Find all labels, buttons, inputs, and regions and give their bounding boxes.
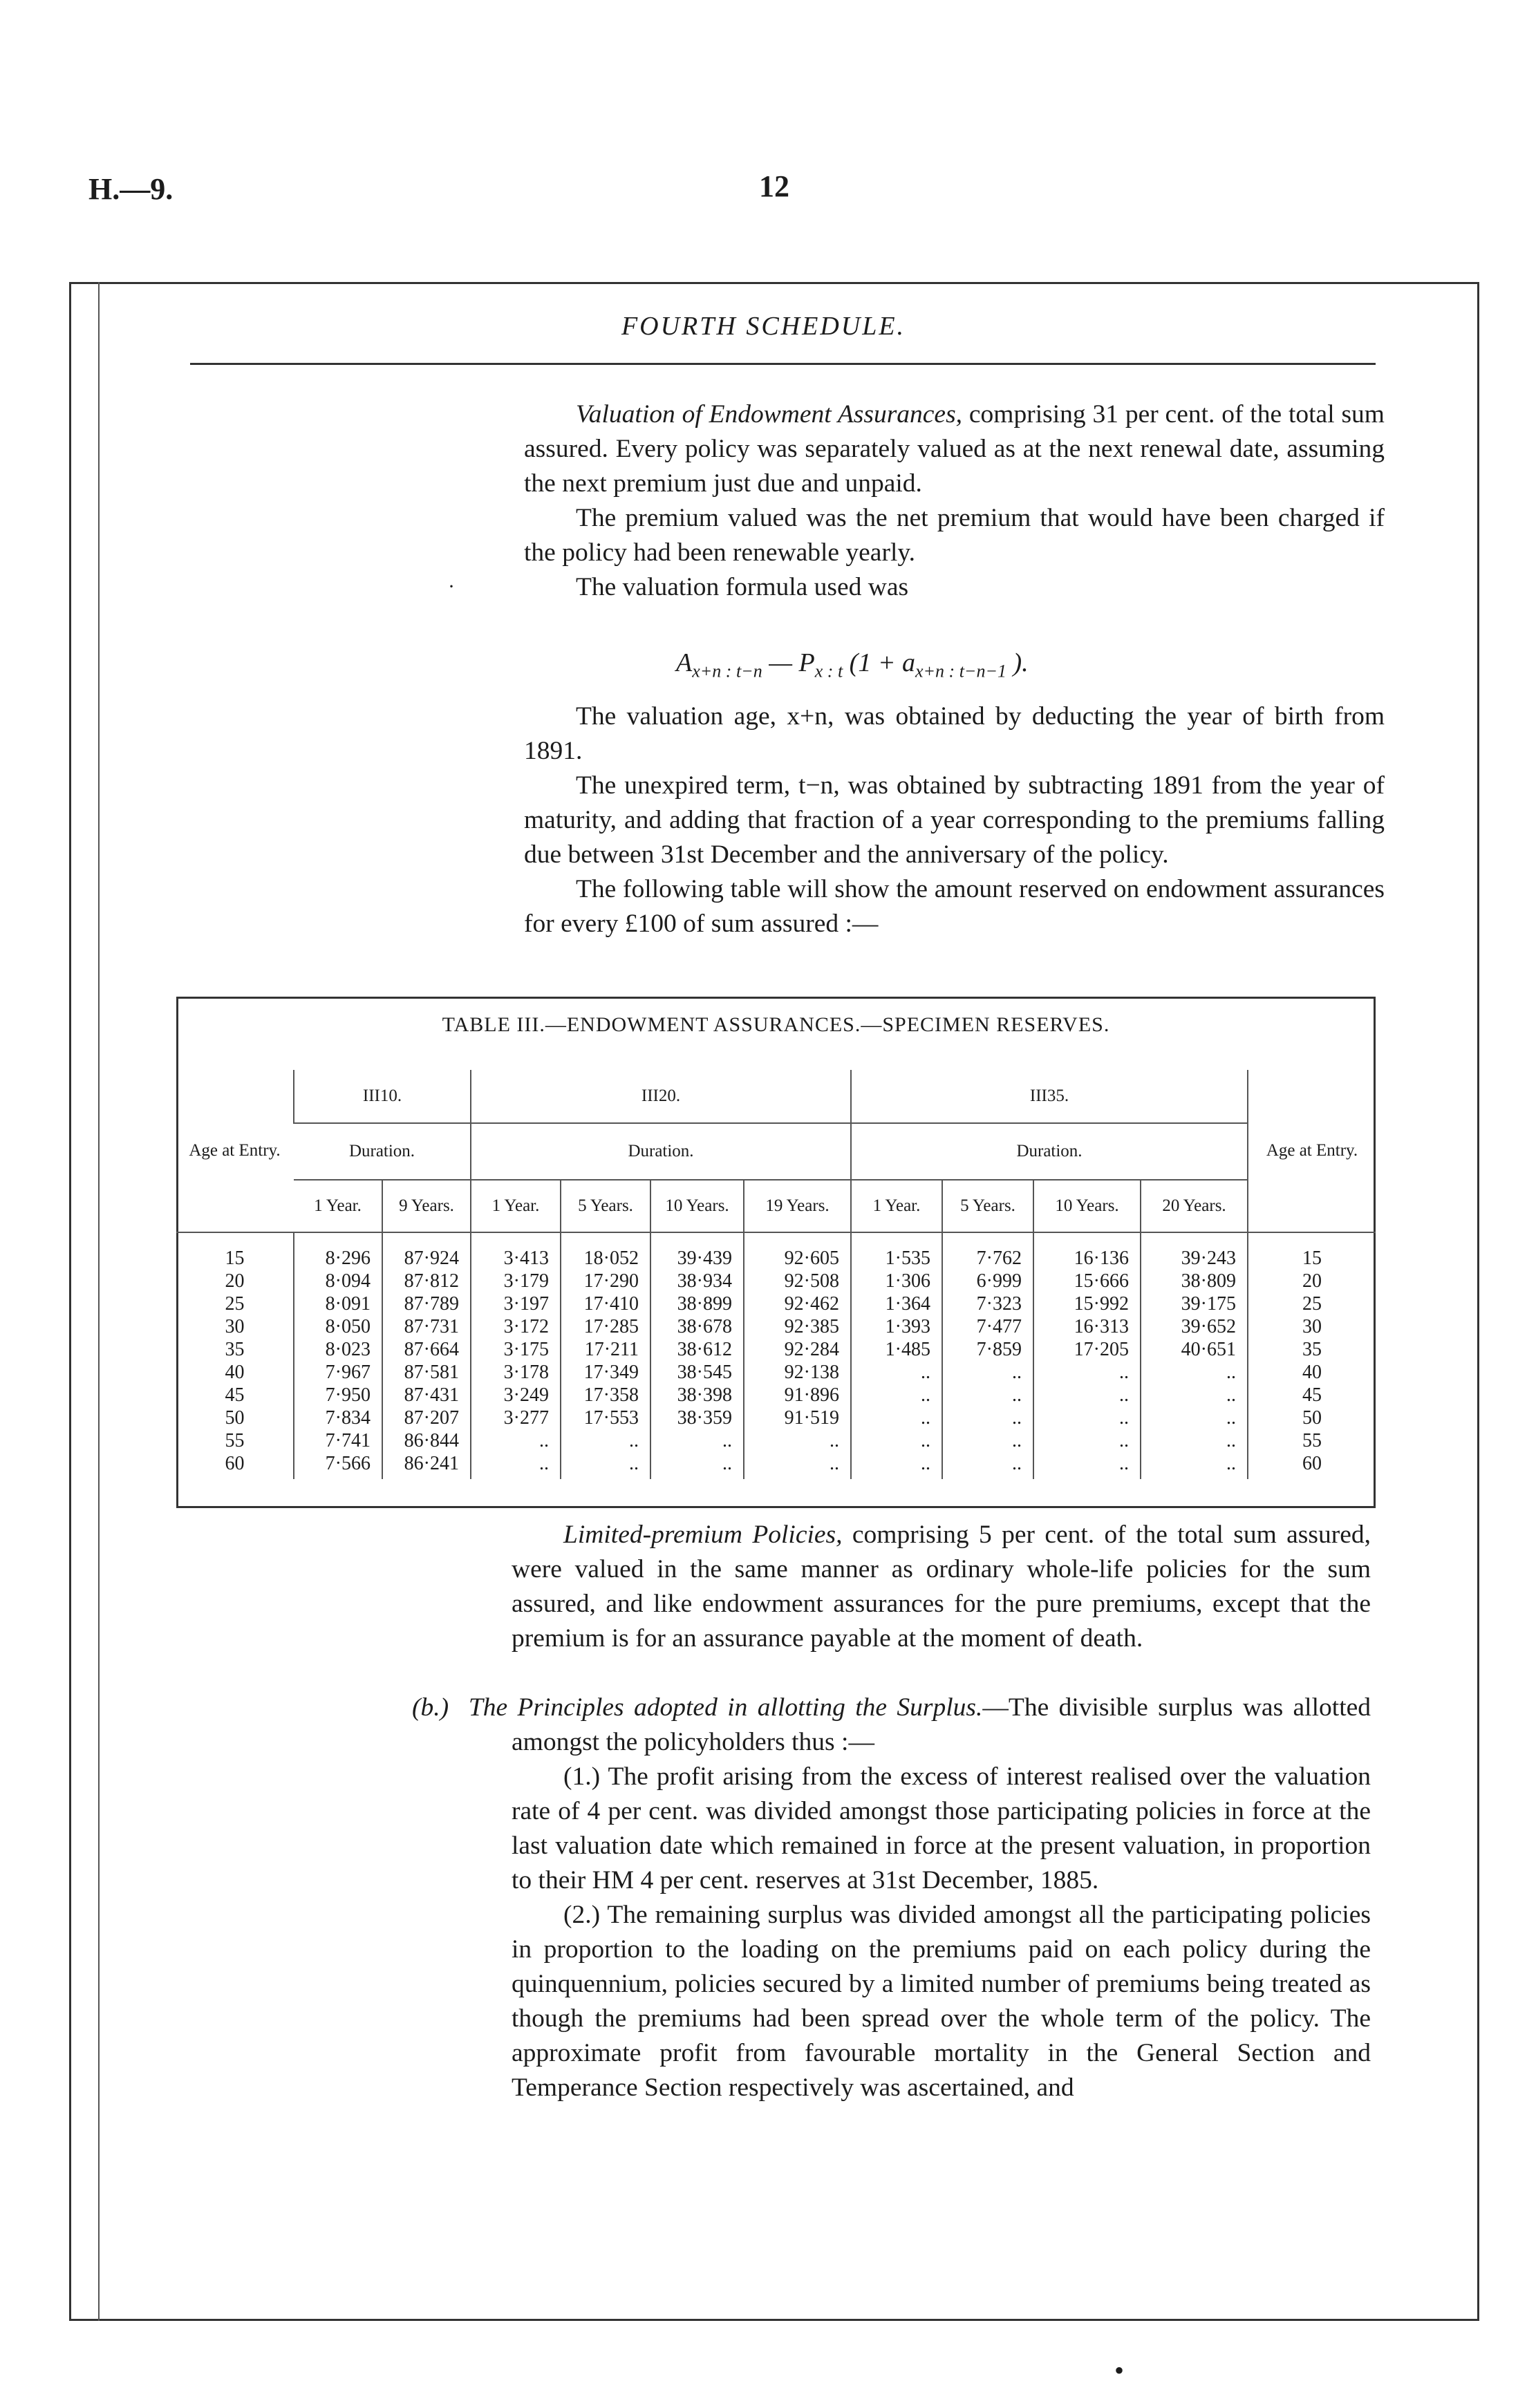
reserve-cell: 39·175	[1181, 1293, 1236, 1315]
reserve-cell: 38·359	[677, 1407, 732, 1429]
age-cell: 50	[225, 1407, 245, 1429]
paragraph-remaining-surplus: (2.) The remaining surplus was divided amongst all the participating policies in proportion to the loading on the premiums paid on each policy during the quinquennium, policies secured by a limited number of premiums being treated as though the premiums had been spread over the whole term of the policy. The approximate profit from favourable mortality in the General Section and Temperance Section respectively was ascertained, and	[512, 1901, 1371, 2102]
reserve-cell: 3·413	[503, 1248, 549, 1269]
reserve-cell: 1·306	[885, 1270, 930, 1292]
reserve-cell: 1·393	[885, 1316, 930, 1337]
reserve-cell: 7·967	[325, 1362, 371, 1383]
age-cell: 40	[225, 1362, 245, 1383]
reserve-cell: ..	[1119, 1384, 1129, 1406]
endowment-heading: Valuation of Endowment Assurances,	[576, 400, 963, 429]
reserve-cell: 8·094	[325, 1270, 371, 1292]
reserve-cell: 39·652	[1181, 1316, 1236, 1337]
duration-col: 5 Years.	[942, 1180, 1033, 1232]
duration-col: 1 Year.	[471, 1180, 561, 1232]
reserve-cell: ..	[629, 1453, 639, 1474]
reserve-cell: 3·249	[503, 1384, 549, 1406]
paragraph-interest-profit: (1.) The profit arising from the excess of interest realised over the valuation rate of 4 per cent. was divided amongst those participating policies in force at the last valuation date which remained in force at the present valuation, in proportion to their HM 4 per cent. reserves at 31st December, 1885.	[512, 1762, 1371, 1894]
duration-header: Duration.	[471, 1123, 851, 1180]
reserve-cell: 1·485	[885, 1339, 930, 1360]
value-column	[851, 1232, 942, 1479]
reserve-cell: 3·175	[503, 1339, 549, 1360]
reserve-cell: 6·999	[976, 1270, 1022, 1292]
frame-inner-rule	[98, 282, 100, 2321]
duration-header: Duration.	[294, 1123, 471, 1180]
age-cell: 20	[225, 1270, 245, 1292]
age-cell: 55	[1302, 1430, 1322, 1451]
reserve-cell: 3·178	[503, 1362, 549, 1383]
reserve-cell: ..	[539, 1453, 549, 1474]
section-b-label: (b.)	[412, 1693, 449, 1722]
reserve-cell: ..	[1119, 1430, 1129, 1451]
reserve-cell: ..	[921, 1362, 930, 1383]
value-column	[942, 1232, 1033, 1479]
reserve-cell: 17·285	[583, 1316, 639, 1337]
reserve-cell: 38·398	[677, 1384, 732, 1406]
duration-header: Duration.	[851, 1123, 1248, 1180]
formula-alpha: a	[901, 648, 915, 677]
age-cell: 50	[1302, 1407, 1322, 1429]
reserve-cell: ..	[830, 1453, 839, 1474]
reserve-cell: ..	[1226, 1407, 1236, 1429]
reserve-cell: 87·431	[404, 1384, 459, 1406]
reserve-cell: 8·050	[325, 1316, 371, 1337]
value-column	[1141, 1232, 1248, 1479]
age-cell: 25	[225, 1293, 245, 1315]
section-b-rest: —The divisible surplus was allotted amongst the policyholders thus :—	[512, 1693, 1371, 1756]
age-column-right	[1248, 1232, 1376, 1479]
reserve-cell: ..	[1119, 1453, 1129, 1474]
reserve-cell: ..	[1226, 1362, 1236, 1383]
age-cell: 15	[225, 1248, 245, 1269]
duration-col: 10 Years.	[1033, 1180, 1141, 1232]
reserve-cell: ..	[921, 1407, 930, 1429]
reserve-cell: ..	[1226, 1453, 1236, 1474]
duration-col: 20 Years.	[1141, 1180, 1248, 1232]
intro-text	[524, 397, 1385, 605]
endowment-text: comprising 31 per cent. of the total sum assured. Every policy was separately valued as at the next renewal date, assuming the next premium just due and unpaid.	[524, 400, 1385, 498]
reserve-cell: ..	[1012, 1430, 1022, 1451]
age-cell: 35	[225, 1339, 245, 1360]
reserve-cell: 87·731	[404, 1316, 459, 1337]
ink-mark: •	[1114, 2355, 1125, 2386]
schedule-title: FOURTH SCHEDULE.	[621, 312, 906, 341]
group-header: III35.	[851, 1070, 1248, 1123]
reserve-cell: 40·651	[1181, 1339, 1236, 1360]
duration-col: 5 Years.	[561, 1180, 650, 1232]
reserve-cell: 92·284	[784, 1339, 839, 1360]
reserve-cell: ..	[1012, 1384, 1022, 1406]
reserve-cell: 1·535	[885, 1248, 930, 1269]
reserve-cell: 86·241	[404, 1453, 459, 1474]
duration-col: 1 Year.	[851, 1180, 942, 1232]
reserve-cell: 92·508	[784, 1270, 839, 1292]
reserve-cell: 3·277	[503, 1407, 549, 1429]
surplus-rules-text	[512, 1760, 1371, 2105]
margin-dot: ·	[448, 575, 455, 598]
reserve-cell: ..	[1119, 1407, 1129, 1429]
reserve-cell: 38·809	[1181, 1270, 1236, 1292]
reserves-table	[176, 1070, 1376, 1479]
reserve-cell: 87·789	[404, 1293, 459, 1315]
reserve-cell: 3·179	[503, 1270, 549, 1292]
body-text	[524, 699, 1385, 941]
duration-col: 10 Years.	[650, 1180, 744, 1232]
age-header-left: Age at Entry.	[189, 1141, 281, 1160]
reserve-cell: 7·566	[325, 1453, 371, 1474]
value-column	[471, 1232, 561, 1479]
section-b-title: The Principles adopted in allotting the Surplus.	[468, 1693, 983, 1722]
reserve-cell: ..	[1012, 1362, 1022, 1383]
reserve-cell: ..	[1012, 1407, 1022, 1429]
duration-col: 19 Years.	[744, 1180, 851, 1232]
formula-minus: —	[762, 648, 799, 677]
paragraph-formula-intro: The valuation formula used was	[576, 573, 909, 601]
reserve-cell: 86·844	[404, 1430, 459, 1451]
value-column	[1033, 1232, 1141, 1479]
age-cell: 35	[1302, 1339, 1322, 1360]
reserve-cell: ..	[1119, 1362, 1129, 1383]
reserve-cell: 91·519	[784, 1407, 839, 1429]
reserve-cell: 16·313	[1074, 1316, 1129, 1337]
reserve-cell: 17·349	[583, 1362, 639, 1383]
duration-col: 1 Year.	[294, 1180, 382, 1232]
paragraph-limited-premium	[512, 1518, 1371, 1656]
reserve-cell: 7·950	[325, 1384, 371, 1406]
reserve-cell: 39·439	[677, 1248, 732, 1269]
reserve-cell: 87·924	[404, 1248, 459, 1269]
reserve-cell: 16·136	[1074, 1248, 1129, 1269]
age-cell: 60	[1302, 1453, 1322, 1474]
age-cell: 30	[225, 1316, 245, 1337]
reserve-cell: 38·899	[677, 1293, 732, 1315]
reserve-cell: 38·545	[677, 1362, 732, 1383]
reserve-cell: ..	[1226, 1384, 1236, 1406]
reserve-cell: ..	[1012, 1453, 1022, 1474]
paragraph-endowment-valuation	[524, 397, 1385, 501]
age-header-right: Age at Entry.	[1248, 1070, 1376, 1232]
reserve-cell: 92·138	[784, 1362, 839, 1383]
reserve-cell: 17·358	[583, 1384, 639, 1406]
reserve-cell: 17·410	[583, 1293, 639, 1315]
reserve-cell: 7·834	[325, 1407, 371, 1429]
reserve-cell: ..	[722, 1453, 732, 1474]
age-column-left	[176, 1232, 294, 1479]
value-column	[744, 1232, 851, 1479]
reserve-cell: 87·664	[404, 1339, 459, 1360]
reserve-cell: 38·612	[677, 1339, 732, 1360]
reserve-cell: 91·896	[784, 1384, 839, 1406]
age-cell: 15	[1302, 1248, 1322, 1269]
table-body-row	[176, 1232, 1376, 1479]
reserve-cell: 7·859	[976, 1339, 1022, 1360]
formula-p-sub: x : t	[814, 661, 843, 681]
reserve-cell: 92·462	[784, 1293, 839, 1315]
reserve-cell: 17·205	[1074, 1339, 1129, 1360]
reserve-cell: 8·091	[325, 1293, 371, 1315]
table-title: TABLE III.—ENDOWMENT ASSURANCES.—SPECIMEN RESERVES.	[442, 1013, 1110, 1036]
page-number: 12	[759, 169, 789, 203]
age-cell: 45	[1302, 1384, 1322, 1406]
valuation-formula	[676, 648, 1029, 682]
reserve-cell: ..	[1226, 1430, 1236, 1451]
reserve-cell: 87·207	[404, 1407, 459, 1429]
reserve-cell: ..	[830, 1430, 839, 1451]
reserve-cell: 92·385	[784, 1316, 839, 1337]
surplus-heading-text	[412, 1691, 1371, 1760]
reserve-cell: 7·741	[325, 1430, 371, 1451]
reserve-cell: 17·553	[583, 1407, 639, 1429]
reserve-cell: 8·296	[325, 1248, 371, 1269]
reserve-cell: 7·477	[976, 1316, 1022, 1337]
formula-paren-close: ).	[1006, 648, 1029, 677]
value-column	[650, 1232, 744, 1479]
paragraph-surplus	[412, 1691, 1371, 1760]
paragraph-premium: The premium valued was the net premium that would have been charged if the policy had been renewable yearly.	[524, 504, 1385, 567]
reserve-cell: 1·364	[885, 1293, 930, 1315]
paragraph-valuation-age: The valuation age, x+n, was obtained by deducting the year of birth from 1891.	[524, 702, 1385, 765]
age-cell: 40	[1302, 1362, 1322, 1383]
reserve-cell: ..	[921, 1384, 930, 1406]
reserve-cell: 3·197	[503, 1293, 549, 1315]
reserve-cell: 87·581	[404, 1362, 459, 1383]
paragraph-unexpired-term: The unexpired term, t−n, was obtained by subtracting 1891 from the year of maturity, and adding that fraction of a year corresponding to the premiums falling due between 31st December and the anniversary of the policy.	[524, 771, 1385, 869]
reserve-cell: ..	[629, 1430, 639, 1451]
reserve-cell: ..	[921, 1430, 930, 1451]
age-cell: 45	[225, 1384, 245, 1406]
paragraph-table-intro: The following table will show the amount reserved on endowment assurances for every £100 of sum assured :—	[524, 875, 1385, 938]
limited-premium-body: comprising 5 per cent. of the total sum assured, were valued in the same manner as ordinary whole-life policies for the sum assured, and like endowment assurances for the pure premiums, except that the premium is for an assurance payable at the moment of death.	[512, 1521, 1371, 1653]
reserve-cell: ..	[921, 1453, 930, 1474]
group-header: III20.	[471, 1070, 851, 1123]
reserve-cell: 15·666	[1074, 1270, 1129, 1292]
reserve-cell: 38·934	[677, 1270, 732, 1292]
reserve-cell: 39·243	[1181, 1248, 1236, 1269]
formula-alpha-sub: x+n : t−n−1	[915, 661, 1007, 681]
reserve-cell: ..	[722, 1430, 732, 1451]
age-cell: 60	[225, 1453, 245, 1474]
formula-paren-open: (1 +	[843, 648, 902, 677]
duration-col: 9 Years.	[382, 1180, 471, 1232]
value-column	[561, 1232, 650, 1479]
group-header: III10.	[294, 1070, 471, 1123]
limited-premium-text	[512, 1518, 1371, 1656]
reserve-cell: 15·992	[1074, 1293, 1129, 1315]
reserve-cell: 18·052	[583, 1248, 639, 1269]
age-cell: 30	[1302, 1316, 1322, 1337]
reserve-cell: 87·812	[404, 1270, 459, 1292]
reserve-cell: 38·678	[677, 1316, 732, 1337]
formula-a-sub: x+n : t−n	[692, 661, 762, 681]
age-cell: 55	[225, 1430, 245, 1451]
header-code: H.—9.	[88, 172, 174, 206]
age-cell: 20	[1302, 1270, 1322, 1292]
reserve-cell: 7·323	[976, 1293, 1022, 1315]
value-column	[382, 1232, 471, 1479]
formula-a: A	[676, 648, 693, 677]
reserve-cell: ..	[539, 1430, 549, 1451]
reserve-cell: 3·172	[503, 1316, 549, 1337]
formula-p: P	[798, 648, 815, 677]
reserve-cell: 17·211	[584, 1339, 639, 1360]
reserve-cell: 92·605	[784, 1248, 839, 1269]
limited-premium-heading: Limited-premium Policies,	[563, 1521, 843, 1549]
value-column	[294, 1232, 382, 1479]
reserve-cell: 17·290	[583, 1270, 639, 1292]
title-rule	[190, 363, 1376, 365]
reserve-cell: 8·023	[325, 1339, 371, 1360]
reserve-cell: 7·762	[976, 1248, 1022, 1269]
age-cell: 25	[1302, 1293, 1322, 1315]
